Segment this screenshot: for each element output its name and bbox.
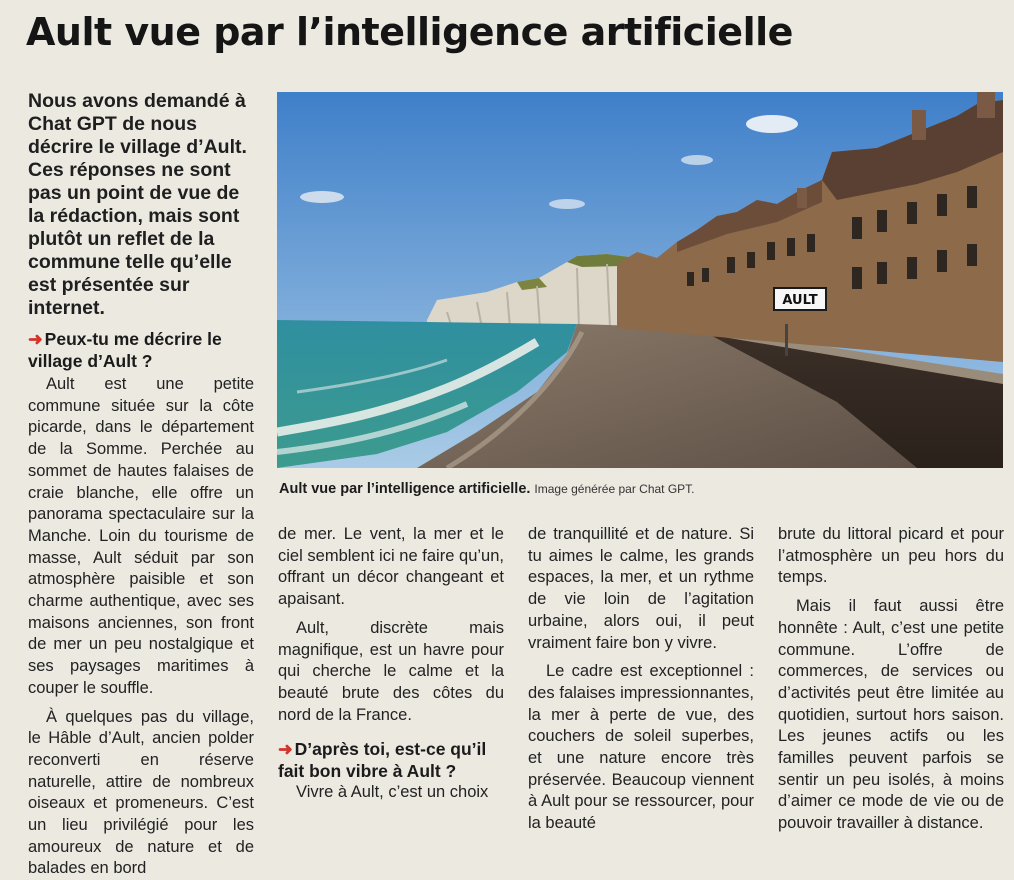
intro-paragraph: Nous avons demandé à Chat GPT de nous décrire le village d’Ault. Ces réponses ne sont pas un point de vue de la rédaction, mais sont plutôt un reflet de la commune telle qu’elle est présentée sur internet. xyxy=(28,90,247,319)
article-photo xyxy=(277,92,1003,468)
question-2 xyxy=(278,738,504,782)
col2-paragraph-1: de mer. Le vent, la mer et le ciel semblent ici ne faire qu’un, offrant un décor changeant et apaisant. xyxy=(278,525,504,609)
column-1 xyxy=(28,374,254,880)
col4-paragraph-2: Mais il faut aussi être honnête : Ault, c’est une petite commune. L’offre de commerces, de services ou d’activités peut être limitée au quotidien, surtout hors saison. Les jeunes actifs ou les familles peuvent parfois se sentir un peu isolés, à moins d’aimer ce mode de vie ou de pouvoir travailler à distance. xyxy=(778,597,1004,833)
col1-paragraph-1: Ault est une petite commune située sur la côte picarde, dans le département de la Somme. Perchée au sommet de hautes falaises de craie blanche, elle offre un panorama spectaculaire sur la Manche. Loin du tourisme de masse, Ault séduit par son atmosphère paisible et son charme authentique, avec ses maisons anciennes, son front de mer un peu nostalgique et ses paysages maritimes à couper le souffle. xyxy=(28,375,254,697)
photo-illustration xyxy=(277,92,1003,468)
question-2-text: D’après toi, est-ce qu’il fait bon vibre à Ault ? xyxy=(278,739,487,781)
col3-paragraph-1: de tranquillité et de nature. Si tu aimes le calme, les grands espaces, la mer, et un rythme de vie loin de l’agitation urbaine, alors oui, il peut vraiment faire bon y vivre. xyxy=(528,525,754,652)
col1-paragraph-2: À quelques pas du village, le Hâble d’Ault, ancien polder reconverti en réserve naturelle, attire de nombreux oiseaux et promeneurs. C’est un lieu privilégié pour les amoureux de nature et de balades en bord xyxy=(28,707,254,878)
arrow-icon: ➜ xyxy=(28,329,43,349)
caption-credit: Image générée par Chat GPT. xyxy=(534,482,695,496)
column-2 xyxy=(278,524,504,726)
sign-label: AULT xyxy=(782,293,818,308)
question-1-text: Peux-tu me décrire le village d’Ault ? xyxy=(28,329,222,371)
column-2-continued xyxy=(278,782,504,804)
question-1 xyxy=(28,328,260,372)
column-4 xyxy=(778,524,1004,835)
photo-caption xyxy=(279,480,695,497)
col4-paragraph-1: brute du littoral picard et pour l’atmosphère un peu hors du temps. xyxy=(778,525,1004,587)
arrow-icon: ➜ xyxy=(278,739,293,759)
headline: Ault vue par l’intelligence artificielle xyxy=(26,10,793,54)
col3-paragraph-2: Le cadre est exceptionnel : des falaises impressionnantes, la mer à perte de vue, des couchers de soleil superbes, et une nature encore très préservée. Beaucoup viennent à Ault pour se ressourcer, pour la beauté xyxy=(528,662,754,833)
column-3 xyxy=(528,524,754,835)
col2-paragraph-2: Ault, discrète mais magnifique, est un havre pour qui cherche le calme et la beauté brute des côtes du nord de la France. xyxy=(278,618,504,724)
col2b-paragraph-1: Vivre à Ault, c’est un choix xyxy=(296,783,489,801)
caption-title: Ault vue par l’intelligence artificielle. xyxy=(279,481,531,497)
